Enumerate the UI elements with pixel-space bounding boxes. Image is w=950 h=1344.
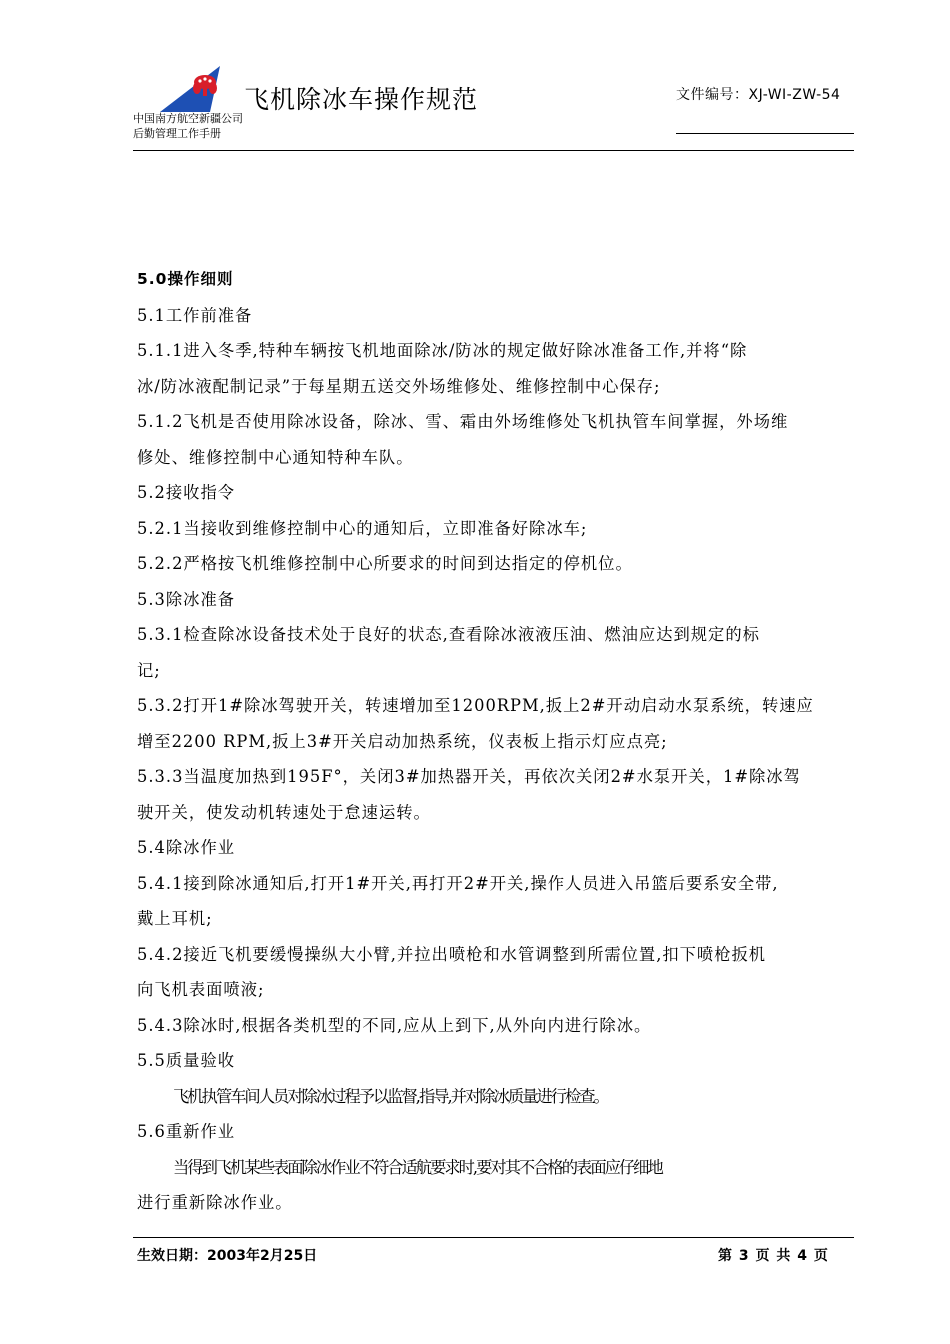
paragraph-line: 5.4.1接到除冰通知后,打开1#开关,再打开2#开关,操作人员进入吊篮后要系安全带,: [137, 873, 779, 893]
document-number: 文件编号：XJ-WI-ZW-54: [676, 87, 841, 103]
page-number: 第 3 页 共 4 页: [718, 1248, 829, 1264]
paragraph-line: 记;: [137, 660, 161, 680]
manual-name: 后勤管理工作手册: [133, 127, 221, 140]
paragraph-line: 5.4.2接近飞机要缓慢操纵大小臂,并拉出喷枪和水管调整到所需位置,扣下喷枪扳机: [137, 944, 767, 964]
paragraph-line: 当得到飞机某些表面除冰作业不符合适航要求时,要对其不合格的表面应仔细地: [173, 1157, 662, 1177]
paragraph-line: 5.3.1检查除冰设备技术处于良好的状态,查看除冰液液压油、燃油应达到规定的标: [137, 625, 760, 644]
subsection-heading: 5.5质量验收: [137, 1051, 236, 1070]
section-heading: 5.0操作细则: [137, 270, 234, 288]
paragraph-line: 5.1.1进入冬季,特种车辆按飞机地面除冰/防冰的规定做好除冰准备工作,并将“除: [137, 341, 748, 360]
subsection-heading: 5.2接收指令: [137, 483, 236, 502]
paragraph-line: 驶开关，使发动机转速处于怠速运转。: [137, 802, 431, 822]
header-divider: [133, 150, 854, 151]
company-name: 中国南方航空新疆公司: [133, 112, 243, 125]
paragraph-line: 飞机执管车间人员对除冰过程予以监督,指导,并对除冰质量进行检查。: [173, 1086, 608, 1106]
subsection-heading: 5.4除冰作业: [137, 838, 236, 857]
paragraph-line: 向飞机表面喷液;: [137, 980, 265, 999]
subsection-heading: 5.6重新作业: [137, 1122, 236, 1141]
subsection-heading: 5.3除冰准备: [137, 589, 236, 609]
subsection-heading: 5.1工作前准备: [137, 305, 253, 325]
company-logo: [160, 66, 230, 112]
paragraph-line: 5.4.3除冰时,根据各类机型的不同,应从上到下,从外向内进行除冰。: [137, 1015, 652, 1035]
doc-number-underline: [676, 133, 854, 134]
paragraph-line: 进行重新除冰作业。: [137, 1193, 293, 1212]
paragraph-line: 戴上耳机;: [137, 909, 213, 928]
document-body: [137, 262, 853, 1221]
paragraph-line: 5.3.3当温度加热到195F°，关闭3#加热器开关，再依次关闭2#水泵开关，1#除冰驾: [137, 767, 801, 786]
paragraph-line: 增至2200 RPM,扳上3#开关启动加热系统，仪表板上指示灯应点亮;: [137, 731, 668, 751]
footer-divider: [133, 1237, 854, 1238]
document-title: 飞机除冰车操作规范: [244, 85, 479, 114]
paragraph-line: 5.3.2打开1#除冰驾驶开关，转速增加至1200RPM,扳上2#开动启动水泵系统，转速应: [137, 696, 814, 715]
paragraph-line: 修处、维修控制中心通知特种车队。: [137, 447, 414, 467]
paragraph-line: 5.2.2严格按飞机维修控制中心所要求的时间到达指定的停机位。: [137, 554, 633, 573]
paragraph-line: 5.1.2飞机是否使用除冰设备，除冰、雪、霜由外场维修处飞机执管车间掌握，外场维: [137, 412, 789, 431]
paragraph-line: 冰/防冰液配制记录”于每星期五送交外场维修处、维修控制中心保存;: [137, 376, 661, 396]
paragraph-line: 5.2.1当接收到维修控制中心的通知后，立即准备好除冰车;: [137, 518, 588, 538]
company-info: [133, 111, 243, 141]
effective-date: 生效日期：2003年2月25日: [137, 1248, 318, 1264]
